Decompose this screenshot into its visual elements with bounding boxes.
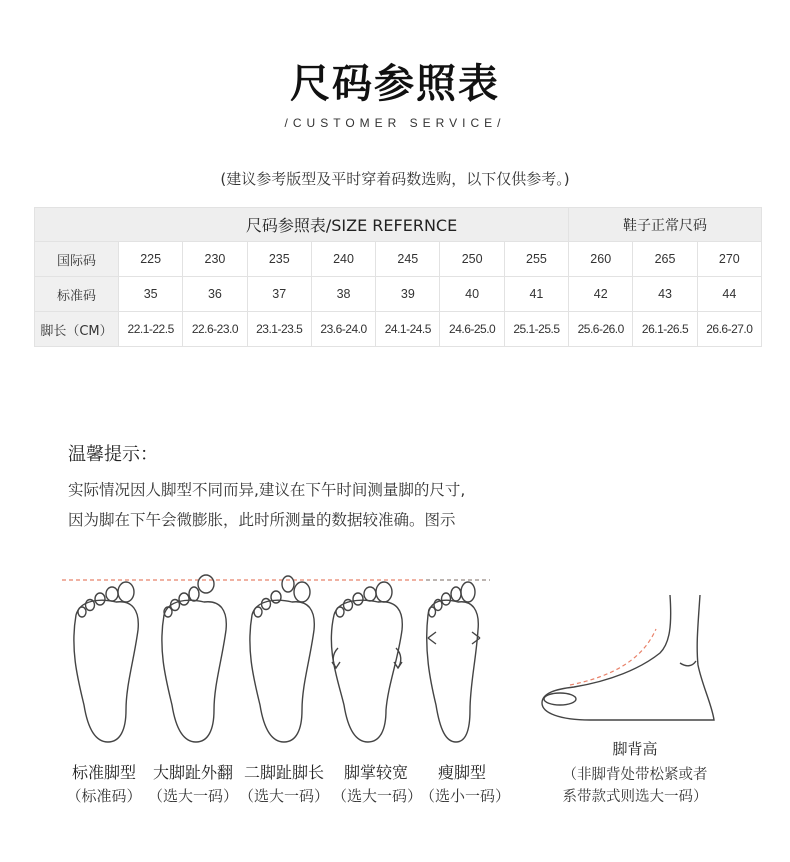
table-row [35,277,762,312]
table-cell: 230 [183,242,247,277]
foot-type-label: 脚掌较宽 [343,763,408,782]
size-chart-table [34,207,762,347]
page-title: 尺码参照表 [290,61,500,107]
row-label-foot-length: 脚长（CM） [35,312,119,347]
table-cell: 24.1-24.5 [376,312,440,347]
table-cell: 245 [376,242,440,277]
table-cell: 26.6-27.0 [697,312,761,347]
foot-type-illustrations [56,570,496,750]
table-cell: 37 [247,277,311,312]
table-cell: 41 [504,277,568,312]
page-subtitle: /CUSTOMER SERVICE/ [284,116,506,130]
foot-icon-slim [427,582,480,742]
table-cell: 265 [633,242,697,277]
foot-type-label: 大脚趾外翻 [152,763,233,782]
table-cell: 22.1-22.5 [119,312,183,347]
foot-icon-bunion [162,575,226,742]
table-cell: 40 [440,277,504,312]
table-cell: 26.1-26.5 [633,312,697,347]
table-cell: 23.6-24.0 [311,312,375,347]
foot-type-advice: （选大一码） [332,787,423,805]
foot-type-advice: （选大一码） [147,787,238,805]
row-label-standard: 标准码 [35,277,119,312]
table-cell: 39 [376,277,440,312]
table-cell: 23.1-23.5 [247,312,311,347]
table-cell: 25.6-26.0 [569,312,633,347]
tips-line-1: 实际情况因人脚型不同而异,建议在下午时间测量脚的尺寸, [68,481,466,499]
table-cell: 42 [569,277,633,312]
table-cell: 22.6-23.0 [183,312,247,347]
table-cell: 270 [697,242,761,277]
table-cell: 38 [311,277,375,312]
table-row [35,242,762,277]
table-header-row [35,208,762,242]
table-cell: 225 [119,242,183,277]
foot-side-icon [542,595,714,720]
table-cell: 240 [311,242,375,277]
table-right-title: 鞋子正常尺码 [569,208,762,242]
table-title: 尺码参照表/SIZE REFERNCE [35,208,569,242]
reference-note: (建议参考版型及平时穿着码数选购，以下仅供参考。) [220,170,570,188]
table-cell: 36 [183,277,247,312]
foot-type-advice: （选小一码） [420,787,511,805]
foot-type-advice: （标准码） [66,787,142,805]
instep-desc-1: （非脚背处带松紧或者 [562,767,708,783]
table-cell: 24.6-25.0 [440,312,504,347]
instep-illustration [530,585,730,735]
table-cell: 25.1-25.5 [504,312,568,347]
foot-icon-second-toe [250,576,314,742]
table-cell: 235 [247,242,311,277]
table-cell: 35 [119,277,183,312]
table-cell: 260 [569,242,633,277]
table-cell: 250 [440,242,504,277]
foot-icon-wide [331,582,402,742]
row-label-intl: 国际码 [35,242,119,277]
table-cell: 44 [697,277,761,312]
tips-line-2: 因为脚在下午会微膨胀，此时所测量的数据较准确。图示 [68,511,456,529]
foot-type-label: 二脚趾脚长 [243,763,324,782]
foot-type-label: 瘦脚型 [437,763,486,782]
table-cell: 255 [504,242,568,277]
table-row [35,312,762,347]
foot-type-advice: （选大一码） [238,787,329,805]
instep-guide-line [570,629,656,685]
table-cell: 43 [633,277,697,312]
instep-desc-2: 系带款式则选大一码） [562,789,708,805]
foot-icon-standard [74,582,138,742]
tips-title: 温馨提示： [68,444,158,465]
foot-type-label: 标准脚型 [71,763,136,782]
instep-title: 脚背高 [612,740,658,758]
